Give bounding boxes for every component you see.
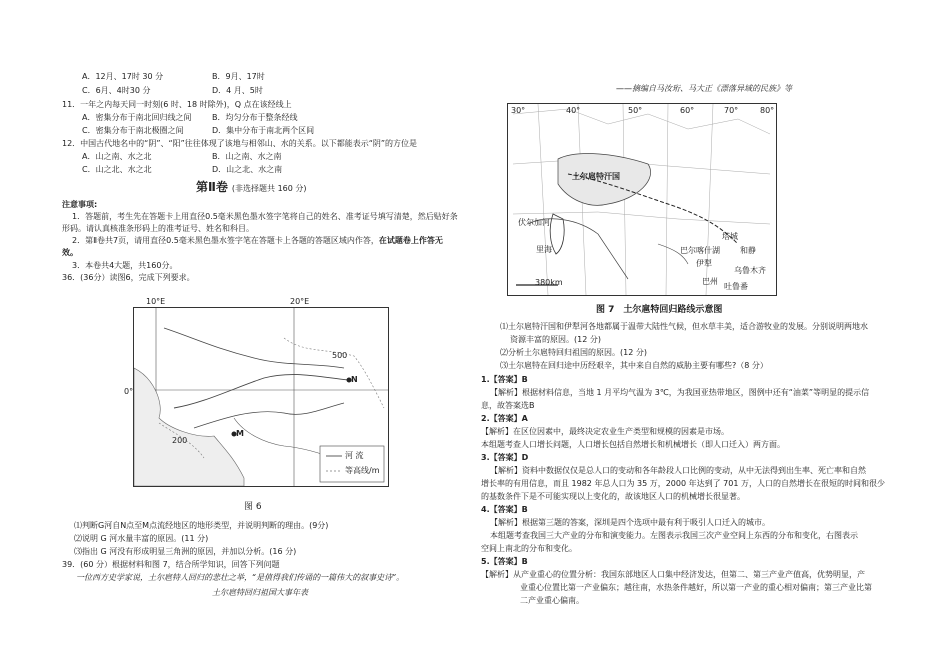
- q36-part-1: ⑴判断G河自N点至M点流经地区的地形类型，并说明判断的理由。(9分): [74, 521, 329, 530]
- map7-lon-label: 80°: [760, 106, 775, 115]
- q11-stem: 11．一年之内每天同一时刻(6 时、18 时除外)，Q 点在该经线上: [62, 100, 292, 109]
- map6-lat-label: 0°: [124, 387, 134, 396]
- map6-lon-right: 20°E: [290, 297, 310, 306]
- map7-scale-label: 380km: [535, 278, 563, 287]
- answer-line: 【解析】根据材料信息，当地 1 月平均气温为 3℃，为我国亚热带地区，图例中还有“油菜”等明显的提示信: [490, 388, 870, 397]
- map7-graticule: [666, 104, 668, 295]
- map7-lon-label: 70°: [724, 106, 739, 115]
- answer-line: 4.【答案】B: [481, 505, 528, 514]
- map6-m-label: M: [236, 429, 244, 438]
- map6-n-label: N: [351, 375, 358, 384]
- q11-option-b: B．均匀分布于整条经线: [212, 113, 298, 122]
- map6-caption: 图 6: [244, 502, 262, 512]
- notice-line: 形码。请认真核准条形码上的准考证号、姓名和科目。: [62, 224, 254, 233]
- q12-stem: 12．中国古代地名中的“阴”、“阳”往往体现了该地与相邻山、水的关系。以下都能表示“阴”的方位是: [62, 139, 418, 148]
- section-subtitle: (非选择题共 160 分): [231, 184, 307, 193]
- notice-line: 1．答题前，考生先在答题卡上用直径0.5毫米黑色墨水签字笔将自己的姓名、准考证号填写清楚，然后贴好条: [72, 212, 458, 221]
- answer-line: 1.【答案】B: [481, 375, 528, 384]
- map7-lon-label: 40°: [566, 106, 581, 115]
- notice-title: 注意事项:: [62, 200, 98, 209]
- notice-line: 效。: [62, 248, 78, 257]
- map7-caption: 图 7 土尔扈特回归路线示意图: [596, 305, 723, 315]
- map7-place: 伊犁: [696, 259, 712, 268]
- q39-stem: 39．(60 分）根据材料和图 7，结合所学知识，回答下列问题: [62, 560, 280, 569]
- answer-line: 3.【答案】D: [481, 453, 529, 462]
- answer-line: 本组题考查人口增长问题，人口增长包括自然增长和机械增长（即人口迁入）两方面。: [481, 440, 785, 449]
- notice-line: 2．第Ⅱ卷共7页，请用直径0.5毫米黑色墨水签字笔在答题卡上各题的答题区域内作答，在试题卷上作答无: [72, 236, 443, 245]
- map7-place: 巴尔喀什湖: [680, 246, 720, 255]
- answer-line: 2.【答案】A: [481, 414, 528, 423]
- answer-line: 【解析】在区位因素中，最终决定农业生产类型和规模的因素是市场。: [481, 427, 729, 436]
- answer-line: 二产业重心偏南。: [520, 596, 584, 605]
- q36-part-2: ⑵说明 G 河水量丰富的原因。(11 分): [74, 534, 209, 543]
- q11-option-d: D．集中分布于南北两个区间: [212, 126, 315, 135]
- map6-contour-500-label: 500: [332, 351, 348, 360]
- q11-option-a: A．密集分布于南北回归线之间: [82, 113, 192, 122]
- answer-line: 业重心位置比第一产业偏东；越往南，水热条件越好，所以第一产业的重心相对偏南；第三产业比第: [520, 583, 872, 592]
- q39-part-1-cont: 资源丰富的原因。(12 分): [510, 335, 601, 344]
- q10-option-d: D．4 月、5时: [212, 86, 263, 95]
- answer-line: 的基数条件下是不可能实现以上变化的，故该地区人口的机械增长很显著。: [481, 492, 745, 501]
- q12-option-b: B．山之南、水之南: [212, 152, 282, 161]
- map6-contour-200-label: 200: [172, 436, 188, 445]
- q12-option-d: D．山之北、水之南: [212, 165, 283, 174]
- map6-legend-river: 河 流: [345, 451, 364, 460]
- section-title: 第Ⅱ卷 (非选择题共 160 分): [196, 180, 307, 194]
- q10-option-b: B．9月、17时: [212, 72, 265, 81]
- q12-option-a: A．山之南、水之北: [82, 152, 152, 161]
- map6-legend-contour: 等高线/m: [345, 466, 380, 475]
- q10-option-a: A．12月、17时 30 分: [82, 72, 164, 81]
- map6-lon-left: 10°E: [146, 297, 166, 306]
- answer-line: 本组题考查我国三大产业的分布和演变能力。左图表示我国三次产业空间上东西的分布和变化，右图表示: [490, 531, 858, 540]
- q39-source-title: 土尔扈特回归祖国大事年表: [212, 588, 308, 597]
- map6-river: [164, 328, 344, 368]
- map6-river-main: [174, 375, 349, 408]
- map6-contour-500: [284, 338, 384, 408]
- answer-line: 【解析】根据第三题的答案，深圳是四个选项中最有利于吸引人口迁入的城市。: [490, 518, 770, 527]
- map7-place: 和静: [740, 246, 756, 255]
- map7-caspian: [550, 214, 564, 254]
- map7-lon-label: 50°: [628, 106, 643, 115]
- map7-place: 里海: [536, 245, 552, 254]
- answer-line: 5.【答案】B: [481, 557, 528, 566]
- map7-graticule: [538, 104, 548, 295]
- q39-part-3: ⑶土尔扈特在回归途中历经艰辛，其中来自自然的威胁主要有哪些?（8 分）: [500, 361, 768, 370]
- map7-place: 吐鲁番: [724, 282, 748, 291]
- map7-place: 塔城: [722, 232, 738, 241]
- answer-line: 息，故答案选B: [481, 401, 535, 410]
- map7-place: 伏尔加河: [518, 218, 550, 227]
- map7-place: 巴州: [702, 277, 718, 286]
- map6-river: [234, 418, 334, 458]
- map7-lon-label: 30°: [511, 106, 526, 115]
- q36-part-3: ⑶指出 G 河没有形成明显三角洲的原因，并加以分析。(16 分): [74, 547, 297, 556]
- answer-line: 【解析】从产业重心的位置分析：我国东部地区人口集中经济发达，但第二、第三产业产值高，优势明显，产: [481, 570, 865, 579]
- map6-river: [194, 403, 344, 428]
- q11-option-c: C．密集分布于南北极圈之间: [82, 126, 184, 135]
- q39-material: 一位西方史学家说，土尔扈特人回归的悲壮之举，“是值得我们传诵的一篇伟大的叙事史诗”。: [76, 573, 405, 582]
- notice-line: 3．本卷共4大题，共160分。: [72, 261, 178, 270]
- map7-country-label: 土尔扈特汗国: [572, 172, 620, 181]
- answer-line: 增长率的有用信息，而且 1982 年总人口为 35 万，2000 年达到了 701 万，人口的自然增长在很短的时间和很少: [481, 479, 885, 488]
- map6-coast: [134, 368, 244, 486]
- answer-line: 空间上南北的分布和变化。: [481, 544, 577, 553]
- q39-part-1: ⑴土尔扈特汗国和伊犁河各地都属于温带大陆性气候，但水草丰美，适合游牧业的发展。分别说明两地水: [500, 322, 868, 331]
- q12-option-c: C．山之北、水之北: [82, 165, 152, 174]
- q39-part-2: ⑵分析土尔扈特回归祖国的原因。(12 分): [500, 348, 647, 357]
- answer-line: 【解析】资料中数据仅仅是总人口的变动和各年龄段人口比例的变动，从中无法得到出生率、死亡率和自然: [490, 466, 866, 475]
- map7-place: 乌鲁木齐: [734, 266, 766, 275]
- map7-lon-label: 60°: [680, 106, 695, 115]
- q10-option-c: C．6月、4时30 分: [82, 86, 151, 95]
- quote-source: ——摘编自马汝珩、马大正《漂落异域的民族》等: [616, 84, 792, 93]
- q36-stem: 36．(36分）读图6，完成下列要求。: [62, 273, 195, 282]
